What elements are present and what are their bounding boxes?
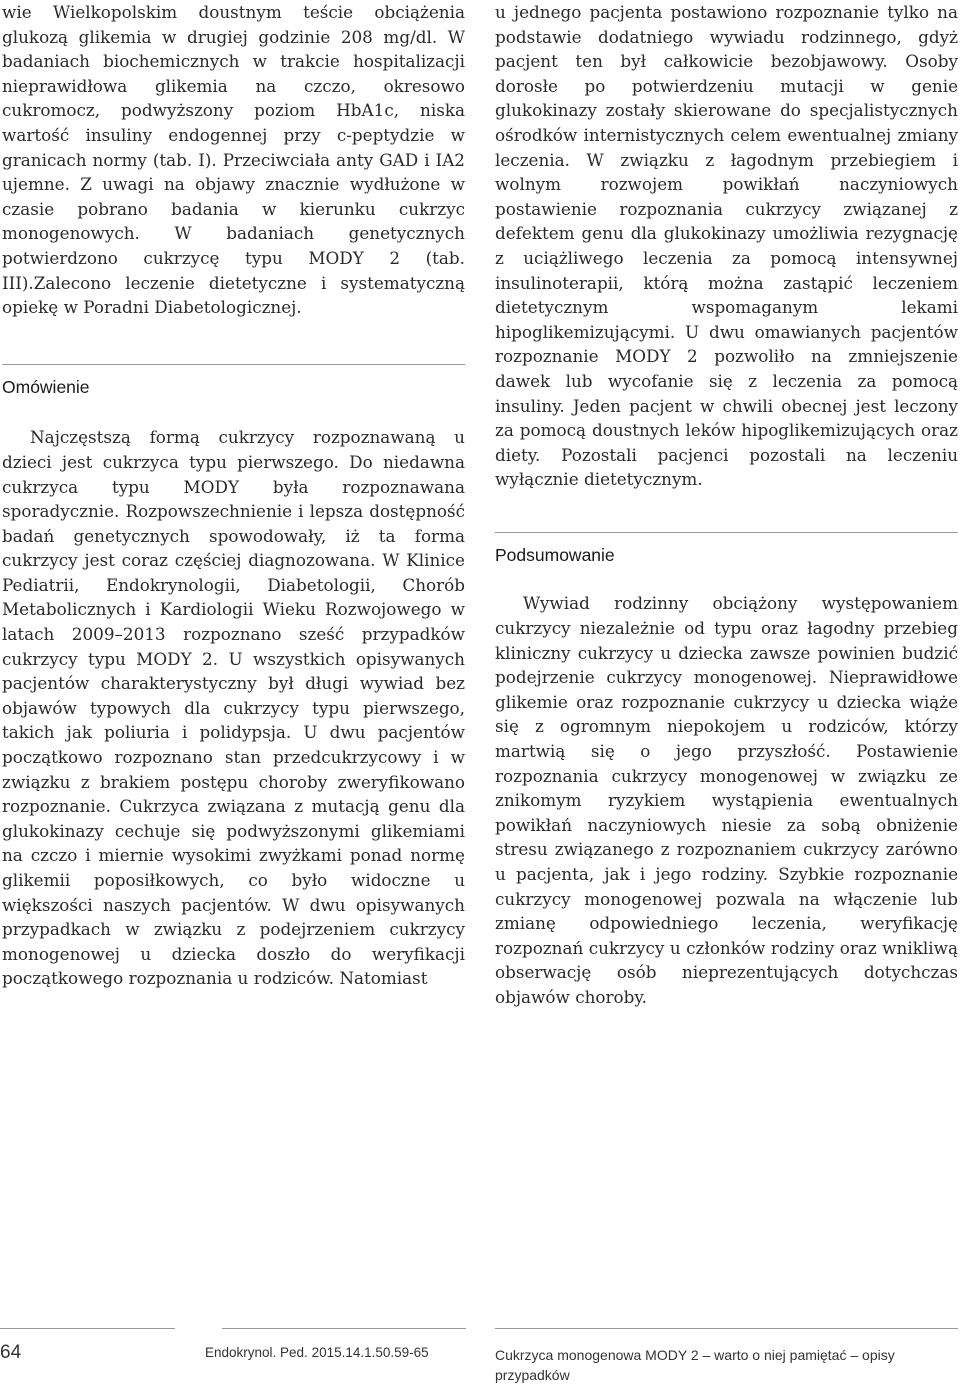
right-column [495,0,958,1010]
footer-rule-middle [222,1328,466,1329]
section-heading-summary: Podsumowanie [495,544,615,565]
section-divider-summary [495,532,958,533]
left-column [2,0,465,991]
continuation-paragraph: u jednego pacjenta postawiono rozpoznanie tylko na podstawie dodatniego wywiadu rodzinnego, gdyż pacjent ten był całkowicie bezobjawowy. Osoby dorosłe po potwierdzeniu mutacji w genie glukokinazy zostały skierowane do specjalistycznych ośrodków internistycznych celem ewentualnej zmiany leczenia. W związku z łagodnym przebiegiem i wolnym rozwojem powikłań naczyniowych postawienie rozpoznania cukrzycy związanej z defektem genu dla glukokinazy umożliwia rezygnację z uciążliwego leczenia za pomocą intensywnej insulinoterapii, którą można zastąpić leczeniem dietetycznym wspomaganym lekami hipoglikemizującymi. U dwu omawianych pacjentów rozpoznanie MODY 2 pozwoliło na zmniejszenie dawek lub wycofanie się z leczenia za pomocą insuliny. Jeden pacjent w chwili obecnej jest leczony za pomocą doustnych leków hipoglikemizujących oraz diety. Pozostali pacjenci pozostali na leczeniu wyłącznie dietetycznym. [495,2,958,490]
journal-citation: Endokrynol. Ped. 2015.14.1.50.59-65 [205,1345,429,1360]
discussion-paragraph: Najczęstszą formą cukrzycy rozpoznawaną u dzieci jest cukrzyca typu pierwszego. Do niedawna cukrzyca typu MODY była rozpoznawana sporadycznie. Rozpowszechnienie i lepsza dostępność badań genetycznych spowodowały, iż ta forma cukrzycy jest coraz częściej diagnozowana. W Klinice Pediatrii, Endokrynologii, Diabetologii, Chorób Metabolicznych i Kardiologii Wieku Rozwojowego w latach 2009–2013 rozpoznano sześć przypadków cukrzycy typu MODY 2. U wszystkich opisywanych pacjentów charakterystyczny był długi wywiad bez objawów typowych dla cukrzycy typu pierwszego, takich jak poliuria i polidypsja. U dwu pacjentów początkowo rozpoznano stan przedcukrzycowy i w związku z brakiem postępu choroby zweryfikowano rozpoznanie. Cukrzyca związana z mutacją genu dla glukokinazy cechuje się podwyższonymi glikemiami na czczo i miernie wysokimi zwyżkami ponad normę glikemii poposiłkowych, co było widoczne u większości naszych pacjentów. W dwu opisywanych przypadkach w związku z podejrzeniem cukrzycy monogenowej u dziecka doszło do weryfikacji początkowego rozpoznania u rodziców. Natomiast [2,427,465,989]
section-divider-discussion [2,364,465,365]
summary-paragraph: Wywiad rodzinny obciążony występowaniem cukrzycy niezależnie od typu oraz łagodny przebieg kliniczny cukrzycy u dziecka zawsze powinien budzić podejrzenie cukrzycy monogenowej. Nieprawidłowe glikemie oraz rozpoznanie cukrzycy u dziecka wiąże się z ogromnym niepokojem u rodziców, którzy martwią się o jego przyszłość. Postawienie rozpoznania cukrzycy monogenowej w związku ze znikomym ryzykiem wystąpienia ewentualnych powikłań naczyniowych niesie za sobą obniżenie stresu związanego z rozpoznaniem cukrzycy zarówno u pacjenta, jak i jego rodziny. Szybkie rozpoznanie cukrzycy monogenowej pozwala na włączenie lub zmianę odpowiedniego leczenia, weryfikację rozpoznań cukrzycy u członków rodziny oraz wnikliwą obserwację osób nieprezentujących dotychczas objawów choroby. [495,593,958,1007]
section-heading-discussion: Omówienie [2,376,90,397]
intro-paragraph: wie Wielkopolskim doustnym teście obciążenia glukozą glikemia w drugiej godzinie 208 mg/dl. W badaniach biochemicznych w trakcie hospitalizacji nieprawidłowa glikemia na czczo, okresowo cukromocz, podwyższony poziom HbA1c, niska wartość insuliny endogennej przy c-peptydzie w granicach normy (tab. I). Przeciwciała anty GAD i IA2 ujemne. Z uwagi na objawy znacznie wydłużone w czasie pobrano badania w kierunku cukrzyc monogenowych. W badaniach genetycznych potwierdzono cukrzycę typu MODY 2 (tab. III).Zalecono leczenie dietetyczne i systematyczną opiekę w Poradni Diabetologicznej. [2,2,465,318]
footer-rule-right [495,1328,958,1329]
footer-rule-left [0,1328,175,1329]
page-number: 64 [0,1342,22,1363]
running-title: Cukrzyca monogenowa MODY 2 – warto o niej pamiętać – opisy przypadków [495,1347,895,1383]
